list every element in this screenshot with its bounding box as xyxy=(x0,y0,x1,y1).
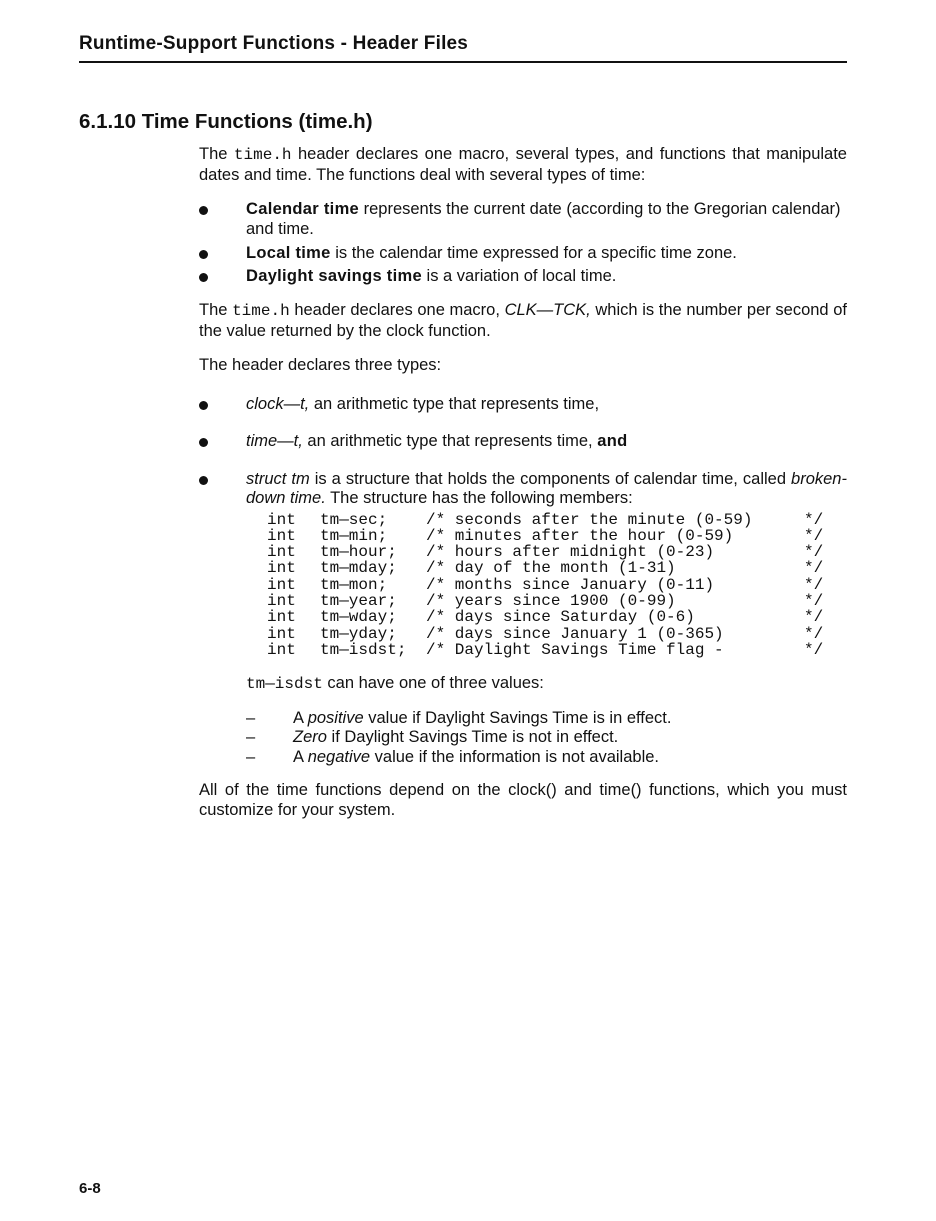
struct-members-code xyxy=(267,512,847,659)
code-line: int tm—wday; /* days since Saturday (0-6) */ xyxy=(267,608,824,627)
isdst-intro: tm—isdst can have one of three values: xyxy=(246,674,544,694)
code-line: int tm—min; /* minutes after the hour (0-59) */ xyxy=(267,526,824,545)
macro-name: CLK—TCK, xyxy=(504,301,591,319)
bullet-icon xyxy=(199,401,208,410)
intro-paragraph: The time.h header declares one macro, several types, and functions that manipulate dates and time. The functions deal with several types of time: xyxy=(199,145,847,184)
code-line: int tm—yday; /* days since January 1 (0-365) */ xyxy=(267,624,824,643)
type-clock-item: clock—t, an arithmetic type that represents time, xyxy=(199,395,847,415)
list-item: – Zero if Daylight Savings Time is not in effect. xyxy=(246,728,619,747)
type-struct-item: struct tm is a structure that holds the components of calendar time, called broken-down time. The structure has the following members: xyxy=(199,470,847,509)
list-item: Calendar time represents the current date (according to the Gregorian calendar) and time. xyxy=(199,200,847,239)
code-line: int tm—sec; /* seconds after the minute (0-59) */ xyxy=(267,510,824,529)
bullet-icon xyxy=(199,476,208,485)
bullet-icon xyxy=(199,438,208,447)
isdst-values-list xyxy=(246,709,847,768)
type-time-item: time—t, an arithmetic type that represents time, and xyxy=(199,432,847,452)
macro-paragraph: The time.h header declares one macro, CLK—TCK, which is the number per second of the value returned by the clock function. xyxy=(199,301,847,340)
bullet-icon xyxy=(199,250,208,259)
bullet-icon xyxy=(199,273,208,282)
dash-marker: – xyxy=(246,747,256,766)
list-item: Daylight savings time is a variation of local time. xyxy=(199,267,847,287)
dash-marker: – xyxy=(246,728,256,747)
list-item: Local time is the calendar time expressed for a specific time zone. xyxy=(199,244,847,264)
code-line: int tm—isdst; /* Daylight Savings Time flag - */ xyxy=(267,640,824,659)
code-line: int tm—mon; /* months since January (0-11) */ xyxy=(267,575,824,594)
code-line: int tm—year; /* years since 1900 (0-99) */ xyxy=(267,591,824,610)
intro-code: time.h xyxy=(233,146,292,164)
closing-paragraph: All of the time functions depend on the clock() and time() functions, which you must customize for your system. xyxy=(199,781,847,819)
list-item: – A negative value if the information is not available. xyxy=(246,747,659,766)
code-line: int tm—hour; /* hours after midnight (0-23) */ xyxy=(267,543,824,562)
time-types-list xyxy=(199,200,847,286)
list-item: – A positive value if Daylight Savings Time is in effect. xyxy=(246,708,672,727)
bullet-icon xyxy=(199,206,208,215)
code-line: int tm—mday; /* day of the month (1-31) */ xyxy=(267,559,824,578)
page-number: 6-8 xyxy=(79,1180,101,1197)
body-text xyxy=(199,145,847,820)
section-heading: 6.1.10 Time Functions (time.h) xyxy=(79,110,373,133)
running-head-text: Runtime-Support Functions - Header Files xyxy=(79,33,469,54)
types-intro: The header declares three types: xyxy=(199,356,442,374)
running-header xyxy=(79,31,847,63)
dash-marker: – xyxy=(246,708,256,727)
